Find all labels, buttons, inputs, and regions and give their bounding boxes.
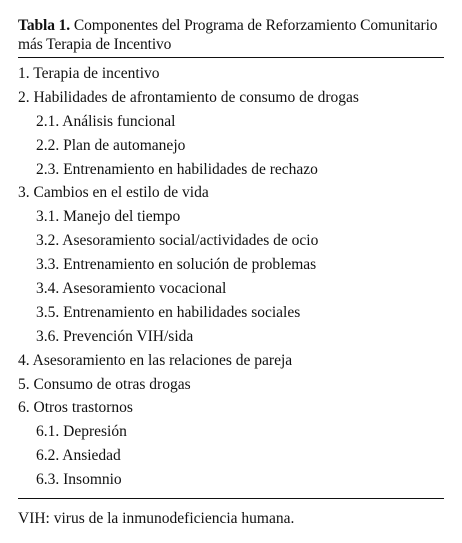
- component-list: [18, 62, 444, 492]
- list-subitem: 3.1. Manejo del tiempo: [36, 208, 181, 226]
- list-subitem: 6.2. Ansiedad: [36, 447, 121, 465]
- list-item: 1. Terapia de incentivo: [18, 65, 160, 82]
- bottom-rule: [18, 498, 444, 499]
- list-subitem: 3.2. Asesoramiento social/actividades de ocio: [36, 232, 319, 250]
- table-body: [18, 58, 444, 498]
- list-subitem: 6.3. Insomnio: [36, 471, 122, 489]
- table-caption-label: Tabla 1.: [18, 17, 71, 34]
- list-item: 5. Consumo de otras drogas: [18, 375, 191, 393]
- list-item: 6. Otros trastornos: [18, 399, 133, 417]
- table-block: [18, 16, 444, 529]
- list-item: 3. Cambios en el estilo de vida: [18, 184, 209, 202]
- list-subitem: 2.1. Análisis funcional: [36, 112, 176, 130]
- table-footnote: VIH: virus de la inmunodeficiencia humana.: [18, 510, 295, 528]
- list-subitem: 3.3. Entrenamiento en solución de problemas: [36, 256, 317, 274]
- list-item: 2. Habilidades de afrontamiento de consumo de drogas: [18, 88, 359, 106]
- table-caption: [18, 16, 444, 54]
- list-subitem: 3.6. Prevención VIH/sida: [36, 327, 194, 345]
- table-caption-text: Componentes del Programa de Reforzamiento Comunitario más Terapia de Incentivo: [18, 17, 438, 53]
- list-subitem: 3.4. Asesoramiento vocacional: [36, 280, 227, 298]
- list-subitem: 2.3. Entrenamiento en habilidades de rechazo: [36, 160, 318, 178]
- list-subitem: 3.5. Entrenamiento en habilidades sociales: [36, 303, 301, 321]
- list-item: 4. Asesoramiento en las relaciones de pareja: [18, 351, 293, 369]
- list-subitem: 6.1. Depresión: [36, 423, 127, 441]
- list-subitem: 2.2. Plan de automanejo: [36, 136, 186, 154]
